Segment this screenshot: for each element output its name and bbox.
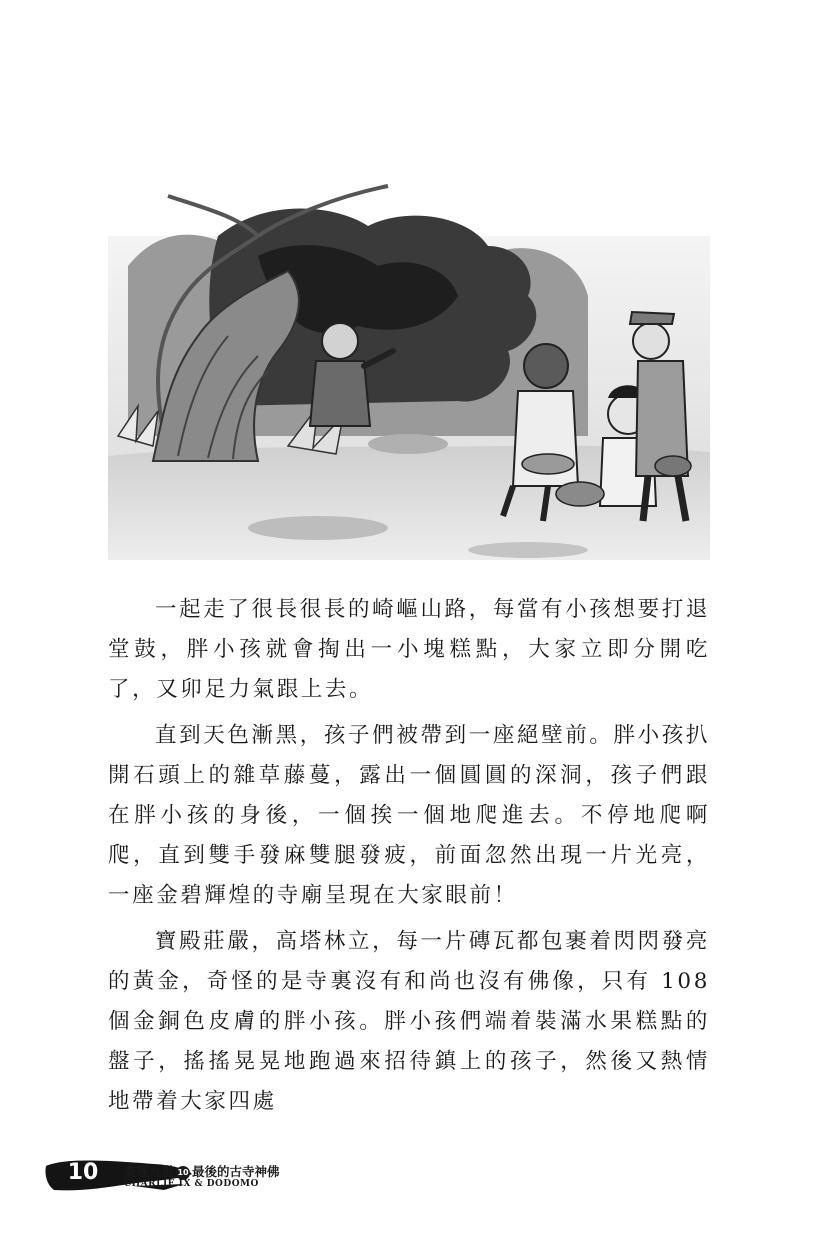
story-paragraph: 寶殿莊嚴，高塔林立，每一片磚瓦都包裹着閃閃發亮的黃金，奇怪的是寺裏沒有和尚也沒有佛像，只有 108 個金銅色皮膚的胖小孩。胖小孩們端着裝滿水果糕點的盤子，搖搖晃晃地跑過來招待鎮上的孩子，然後又熱情地帶着大家四處 <box>108 929 710 1114</box>
stone <box>368 434 448 454</box>
series-name: CHARLIE IX & DODOMO <box>124 1179 259 1189</box>
story-paragraph: 直到天色漸黑，孩子們被帶到一座絕壁前。胖小孩扒開石頭上的雜草藤蔓，露出一個圓圓的深洞，孩子們跟在胖小孩的身後，一個挨一個地爬進去。不停地爬啊爬，直到雙手發麻雙腿發疲，前面忽然出現一片光亮，一座金碧輝煌的寺廟呈現在大家眼前！ <box>108 723 710 908</box>
book-title-series: 查理九世 <box>124 1164 175 1179</box>
story-text <box>108 590 710 1128</box>
story-paragraph: 一起走了很長很長的崎嶇山路，每當有小孩想要打退堂鼓，胖小孩就會掏出一小塊糕點，大家立即分開吃了，又卯足力氣跟上去。 <box>108 597 710 702</box>
stone <box>468 542 588 558</box>
book-title <box>124 1162 280 1180</box>
stone <box>248 516 388 540</box>
page-footer <box>44 1156 364 1196</box>
page-number: 10 <box>67 1160 99 1185</box>
story-illustration <box>108 176 710 560</box>
book-title-subtitle: 最後的古寺神佛 <box>192 1164 280 1179</box>
volume-badge: 10 <box>176 1166 190 1180</box>
